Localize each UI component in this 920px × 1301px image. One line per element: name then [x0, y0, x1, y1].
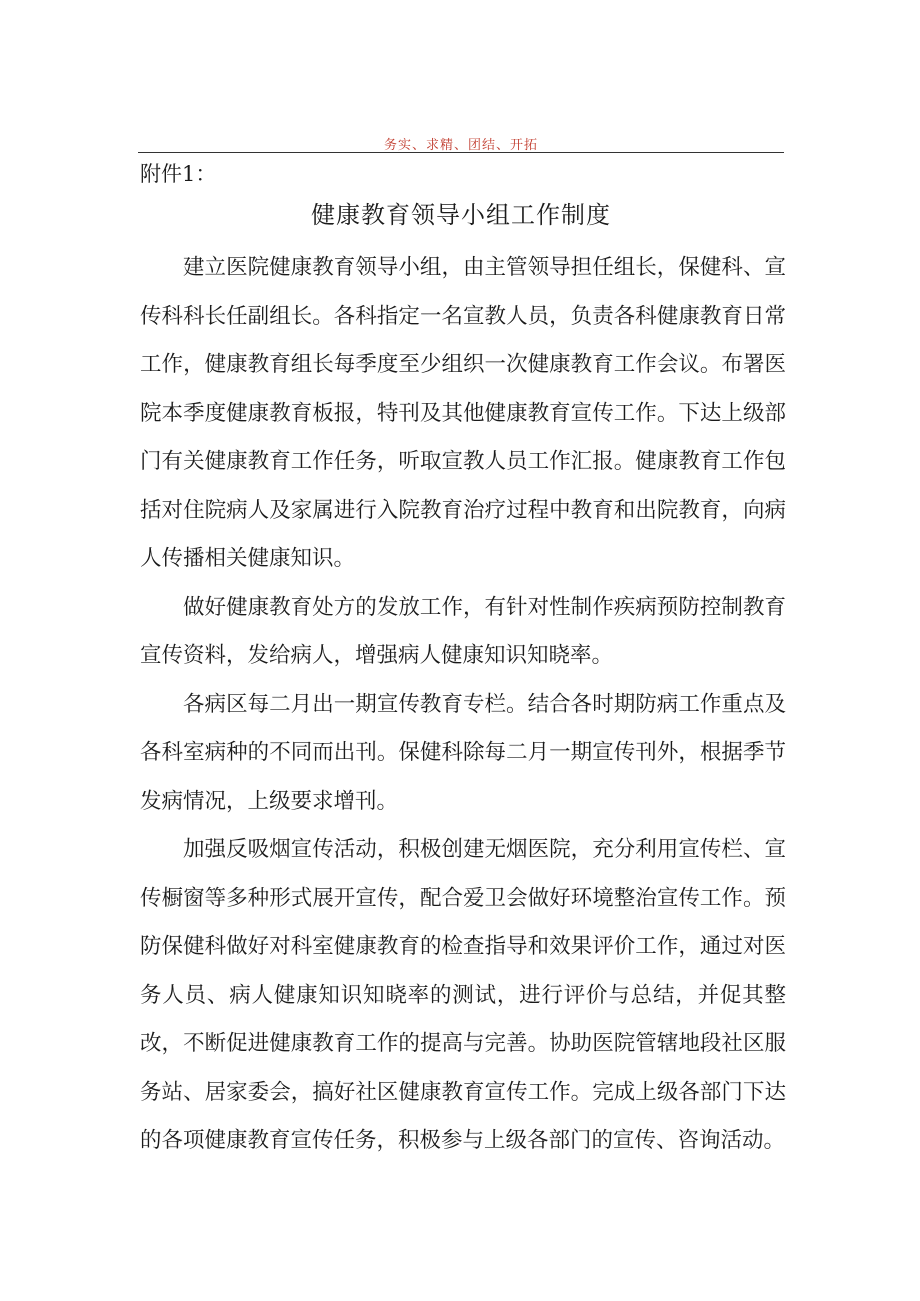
document-title: 健康教育领导小组工作制度 [311, 201, 611, 229]
document-body [140, 244, 786, 1166]
paragraph-prescription-distribution: 做好健康教育处方的发放工作，有针对性制作疾病预防控制教育宣传资料，发给病人，增强病人健康知识知晓率。 [140, 594, 786, 668]
attachment-label: 附件1： [140, 162, 217, 186]
header-motto: 务实、求精、团结、开拓 [383, 138, 538, 153]
paragraph-ward-columns: 各病区每二月出一期宣传教育专栏。结合各时期防病工作重点及各科室病种的不同而出刊。保健科除每二月一期宣传刊外，根据季节发病情况，上级要求增刊。 [140, 691, 786, 814]
paragraph-leadership-group: 建立医院健康教育领导小组，由主管领导担任组长，保健科、宣传科科长任副组长。各科指定一名宣教人员，负责各科健康教育日常工作，健康教育组长每季度至少组织一次健康教育工作会议。布署医院本季度健康教育板报，特刊及其他健康教育宣传工作。下达上级部门有关健康教育工作任务，听取宣教人员工作汇报。健康教育工作包括对住院病人及家属进行入院教育治疗过程中教育和出院教育，向病人传播相关健康知识。 [140, 255, 786, 571]
paragraph-anti-smoking: 加强反吸烟宣传活动，积极创建无烟医院，充分利用宣传栏、宣传橱窗等多种形式展开宣传，配合爱卫会做好环境整治宣传工作。预防保健科做好对科室健康教育的检查指导和效果评价工作，通过对医务人员、病人健康知识知晓率的测试，进行评价与总结，并促其整改，不断促进健康教育工作的提高与完善。协助医院管辖地段社区服务站、居家委会，搞好社区健康教育宣传工作。完成上级各部门下达的各项健康教育宣传任务，积极参与上级各部门的宣传、咨询活动。 [140, 837, 786, 1153]
header-divider [138, 152, 784, 153]
